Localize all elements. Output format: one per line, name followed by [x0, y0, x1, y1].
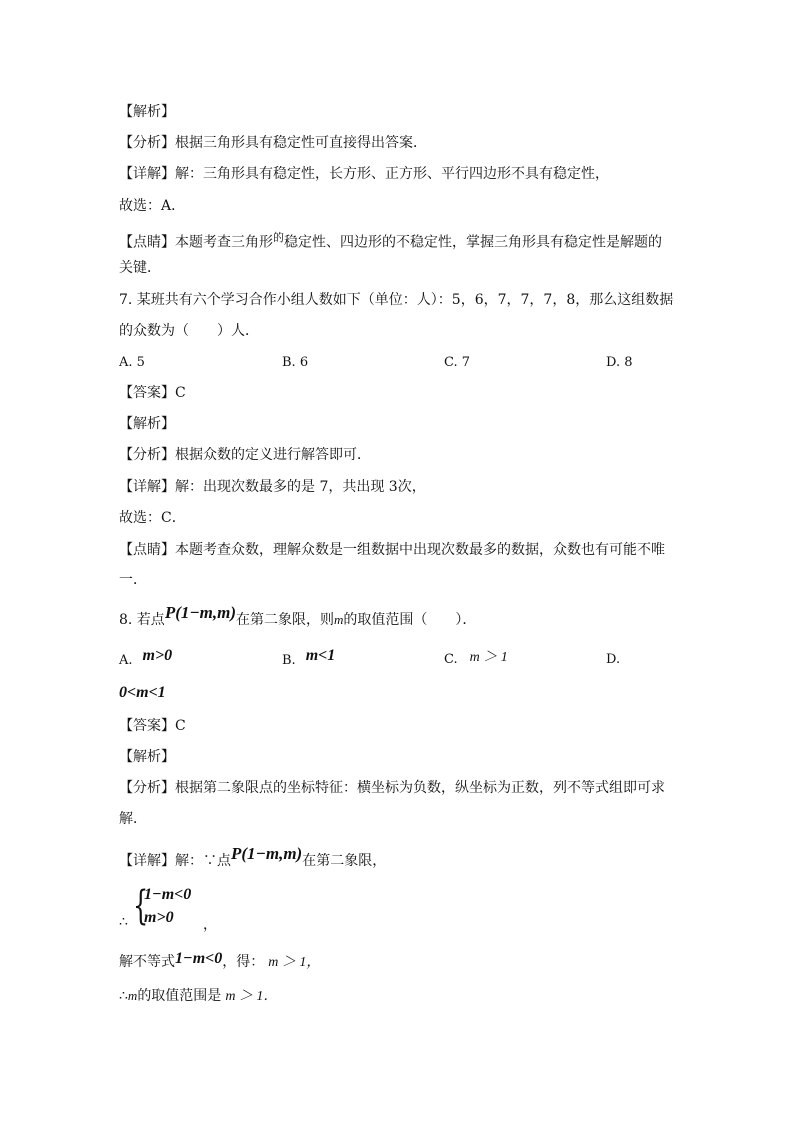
- q7-choice-text: 故选：C．: [119, 510, 186, 526]
- analysis-heading: 【解析】: [119, 104, 175, 120]
- q7-stem: 7. 某班共有六个学习合作小组人数如下（单位：人）：5，6，7，7，7，8，那么这组数据: [119, 292, 674, 308]
- q7-stem-cont: 的众数为（ ）人．: [119, 323, 259, 339]
- detail-text: 【详解】解：三角形具有稳定性，长方形、正方形、平行四边形不具有稳定性，: [119, 166, 609, 182]
- q8-analysis-text-cont: 解．: [119, 811, 147, 827]
- q7-comment-text: 【点睛】本题考查众数，理解众数是一组数据中出现次数最多的数据，众数也有可能不唯: [119, 542, 665, 558]
- choice-text: 故选：A．: [119, 198, 186, 214]
- q8-option-a: A. m>0: [119, 647, 173, 668]
- system-line-1: 1−m<0: [144, 886, 192, 903]
- q7-comment-text-cont: 一．: [119, 572, 147, 588]
- q8-conclusion-text: ∴m的取值范围是 m ＞ 1．: [119, 988, 278, 1004]
- point-expression: P(1−m,m): [164, 603, 237, 622]
- q7-option-d: D. 8: [606, 355, 633, 370]
- q8-detail-text: 【详解】解：∵点P(1−m,m)在第二象限，: [119, 844, 387, 869]
- q7-analysis-heading: 【解析】: [119, 416, 175, 432]
- q7-analysis-text: 【分析】根据众数的定义进行解答即可．: [119, 447, 371, 463]
- q7-option-a: A. 5: [119, 355, 145, 370]
- q8-option-d-value: 0<m<1: [119, 684, 166, 701]
- inequality-system: ∴ { 1−m<0 m>0 ，: [119, 883, 217, 933]
- point-expression: P(1−m,m): [231, 844, 303, 863]
- q8-solve-text: 解不等式1−m<0，得： m ＞ 1，: [119, 950, 321, 970]
- analysis-text: 【分析】根据三角形具有稳定性可直接得出答案．: [119, 135, 427, 151]
- q7-option-b: B. 6: [282, 355, 309, 370]
- q7-detail-text: 【详解】解：出现次数最多的是 7，共出现 3次，: [119, 479, 426, 495]
- variable-m: m: [334, 612, 344, 627]
- q8-analysis-heading: 【解析】: [119, 749, 175, 765]
- therefore-symbol: ∴: [119, 914, 128, 930]
- q8-analysis-text: 【分析】根据第二象限点的坐标特征：横坐标为负数，纵坐标为正数，列不等式组即可求: [119, 780, 665, 796]
- comment-text-cont: 关键．: [119, 260, 161, 276]
- q8-option-b: B. m<1: [282, 647, 336, 668]
- left-brace: {: [133, 883, 149, 929]
- comment-text: 【点睛】本题考查三角形$^的$稳定性、四边形的不稳定性，掌握三角形具有稳定性是解题的: [119, 231, 662, 251]
- q8-option-c: C. m ＞ 1: [444, 650, 508, 667]
- system-line-2: m>0: [144, 909, 174, 926]
- q7-answer: 【答案】C: [119, 385, 186, 401]
- q8-answer: 【答案】C: [119, 718, 186, 734]
- q8-stem: 8. 若点P(1−m,m)在第二象限，则m的取值范围（ ）．: [119, 603, 477, 628]
- q8-option-d: D.: [606, 652, 621, 667]
- q7-option-c: C. 7: [444, 355, 471, 370]
